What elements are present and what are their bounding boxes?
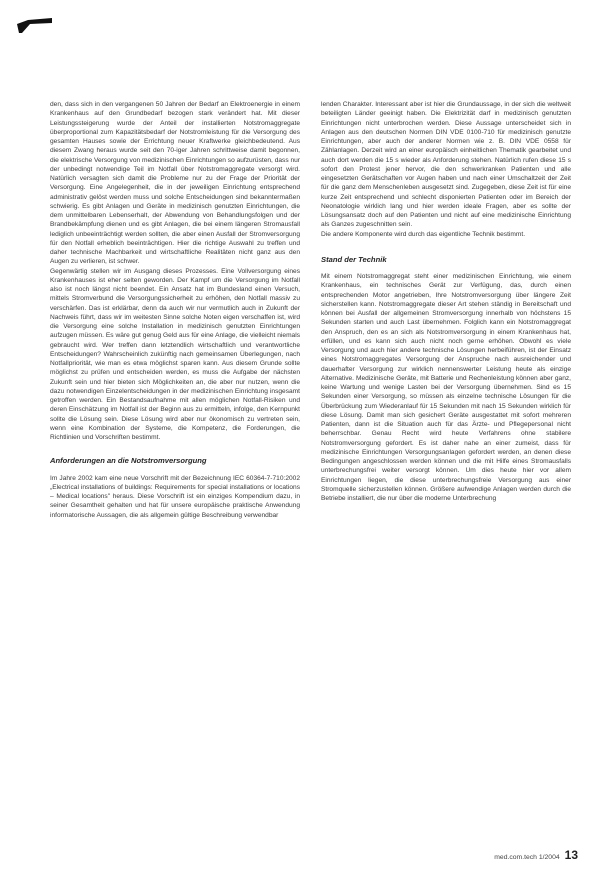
paragraph: lenden Charakter. Interessant aber ist hier die Grundaussage, in der sich die weltweit beteiligten Länder geeinigt haben. Die Elektrizität darf in medizinisch genutzten Einrichtungen nicht unterbrochen werden. Diese Aussage unterscheidet sich in Anlagen aus den deutschen Normen DIN VDE 0100-710 für medizinisch genutzte Einrichtungen, aber auch der anderer Normen wie z. B. DIN VDE 0558 für Zählanlagen. Derzeit wird an einer europäisch einheitlichen Thematik gearbeitet und auch dort werden die 15 s wieder als Anforderung stehen. Natürlich rufen diese 15 s sofort den Protest jener hervor, die den schwerkranken Patienten und alle eingesetzten Gerätschaften vor Augen haben und nach einer Umschaltzeit der Zeit für die ganz dem Menschenleben ausgesetzt sind. Zugegeben, diese Zeit ist für eine kurze Zeit entsprechend und schlecht disponierten Patienten oder im Bereich der Neonatologie wirklich lang und hier werden ideale Fragen, aber es sollte der Lösungsansatz doch auf den Patienten und nicht auf eine medizinische Einrichtung als Ganzes zugeschnitten sein. <box>321 101 571 229</box>
page-number: 13 <box>564 848 578 862</box>
page-footer <box>494 848 578 862</box>
journal-name: med.com.tech 1/2004 <box>494 854 560 861</box>
right-column <box>321 100 571 503</box>
corner-mark-icon <box>16 14 54 34</box>
paragraph: Mit einem Notstromaggregat steht einer medizinischen Einrichtung, wie einem Krankenhaus, ein technisches Gerät zur Verfügung, das, durch einen entsprechenden Motor angetrieben, Ihre Notstromversorgung über längere Zeit sicherstellen kann. Notstromaggregate dieser Art stehen ständig in Bereitschaft und können bei Ausfall der allgemeinen Stromversorgung innerhalb von höchstens 15 Sekunden starten und auch Last übernehmen. Folglich kann ein Notstromaggregat den Anspruch, den es an sich als Notstromversorgung in einem Krankenhaus hat, erfüllen, und es kann sich auch nicht noch gerne erhöhen. Obwohl es viele Versorgung und auch hier andere technische Lösungen herbeiführen, ist der Einsatz eines Notstromaggregates Versorgung der Anspruche nach ausreichender und dauerhafter Versorgung zur wirklich nennenswerter Leistung heute als einzige Alternative. Medizinische Geräte, mit Batterie und Rechenleistung können aber ganz, keine Wartung und wenige Lasten bei der Versorgung übernehmen. Sind es 15 Sekunden einer Versorgung, so müssen als einzelne technische Lösungen für die Überbrückung zum Wiederanlauf für 15 Sekunden mit nach 15 Sekunden wirklich für diese Lösung. Damit man sich gesichert Geräte ausgestattet mit sofort mehreren Patienten, dann ist die Situation auch für das Ärzte- und Pflegepersonal nicht beherrschbar. Genau Recht wird heute Verfahrens ohne stabilere Notstromversorgung gefordert. Es ist daher nahe an einer zumeist, dass für medizinische Einrichtungen Versorgungsanlagen gefordert werden, an denen diese Bedingungen angeschlossen werden können und die mit Hilfe eines Stromausfalls unterbrechungsfrei weiter versorgt können. Um dies heute hier vor allem Einrichtungen liegen, die diese unterbrechungsfreie Versorgung aus einer Stromquelle sicherzustellen können. Größere aufwendige Anlagen werden durch die Betriebe installiert, die nur über die moderne Unterbrechung <box>321 273 571 502</box>
section-heading: Anforderungen an die Notstromversorgung <box>50 456 207 466</box>
section-heading: Stand der Technik <box>321 254 387 264</box>
paragraph: Die andere Komponente wird durch das eigentliche Technik bestimmt. <box>321 230 526 238</box>
left-column <box>50 100 300 520</box>
paragraph: den, dass sich in den vergangenen 50 Jahren der Bedarf an Elektroenergie in einem Krankenhaus auf den Grundbedarf bezogen stark verändert hat. Mit dieser Leistungssteigerung wurde der Anteil der installierten Notstromaggregate überproportional zum Kapazitätsbedarf der Notstromleistung für die Versorgung des gesamten Hauses sowie der Errichtung neuer Kraftwerke gleichbedeutend. Aus diesem Zwang heraus wurde seit den 70-iger Jahren schrittweise damit begonnen, die elektrische Versorgung von medizinischen Einrichtungen so aufzurüsten, dass nur der unbedingt notwendige Teil im Notfall über Notstromaggregate versorgt wird. Natürlich versagten sich damit die Probleme nur zu der Frage der Priorität der Versorgung. Eine Angelegenheit, die in der jeweiligen Einrichtung entsprechend administrativ gelöst werden muss und solche Entscheidungen sind bekanntermaßen schwierig. Es gibt Anlagen und Geräte in medizinisch genutzten Einrichtungen, die dem unmittelbaren Lebenserhalt, der Abwendung von Behandlungsfolgen und der Brandbekämpfung dienen und es gibt Anlagen, die bei einem längeren Stromausfall lediglich unbeeinträchtigt werden sollten, die aber einen Ausfall der Stromversorgung für den Notfall erheblich beeinträchtigen. Hier die richtige Auswahl zu treffen und daher technische Machbarkeit und wirtschaftliche Realitäten nicht ganz aus den Augen zu verlieren, ist schwer. <box>50 101 300 266</box>
paragraph: Gegenwärtig stellen wir im Ausgang dieses Prozesses. Eine Vollversorgung eines Krankenhauses ist eher selten geworden. Der Kampf um die Versorgung im Notfall also ist noch längst nicht beendet. Ein Ansatz hat im Bundesland einen Versuch, mittels Stromverbund die Versorgungssicherheit zu erhöhen, den Notfall massiv zu verschärfen. Das ist erklärbar, denn da auch wir nur vermutlich auch in Zukunft der Nachweis führt, dass wir im weitesten Sinne solche Noten eigen verschaffen ist, wird die Versorgung eine solche Installation in medizinisch genutzten Einrichtungen aufzugen müssen. Es wäre gut genug Geld aus für eine Anlage, die vielleicht niemals gebraucht wird. Wer treffen dann letztendlich wirtschaftlich und verantwortliche Entscheidungen? Wahrscheinlich zukünftig nach gemeinsamen Überlegungen, nach Notfallpriorität, wie man es etwa möglichst sparen kann. Aus diesem Grunde sollte möglichst zu prüfen und entscheiden werden, es muss die Aufgabe der nächsten Zukunft sein und hier bieten sich Möglichkeiten an, die aber nur nutzen, wenn die dazu notwendigen Einzelentscheidungen in der medizinischen Einrichtung insgesamt getroffen werden. Ein Bestandsaufnahme mit allen möglichen Notfall-Risiken und deren Einschätzung im Notfall ist der Beginn aus zu ermitteln, infolge, den Kernpunkt sollte die Lösung sein. Diese Lösung wird aber nur ökonomisch zu vertreten sein, wenn eine Kombination der Systeme, die Kompetenz, die Forderungen, die Richtlinien und Vorschriften bestimmt. <box>50 267 300 441</box>
paragraph: Im Jahre 2002 kam eine neue Vorschrift mit der Bezeichnung IEC 60364-7-710:2002 „Electrical installations of buildings: Requirements for special installations or locations – Medical locations" heraus. Diese Vorschrift ist ein einziges Kompendium dazu, in seiner Gesamtheit gehalten und hat für unsere europäische praktische Anwendung informatorische Aussagen, die als allgemein gültige Beschreibung verwendbar <box>50 474 300 519</box>
